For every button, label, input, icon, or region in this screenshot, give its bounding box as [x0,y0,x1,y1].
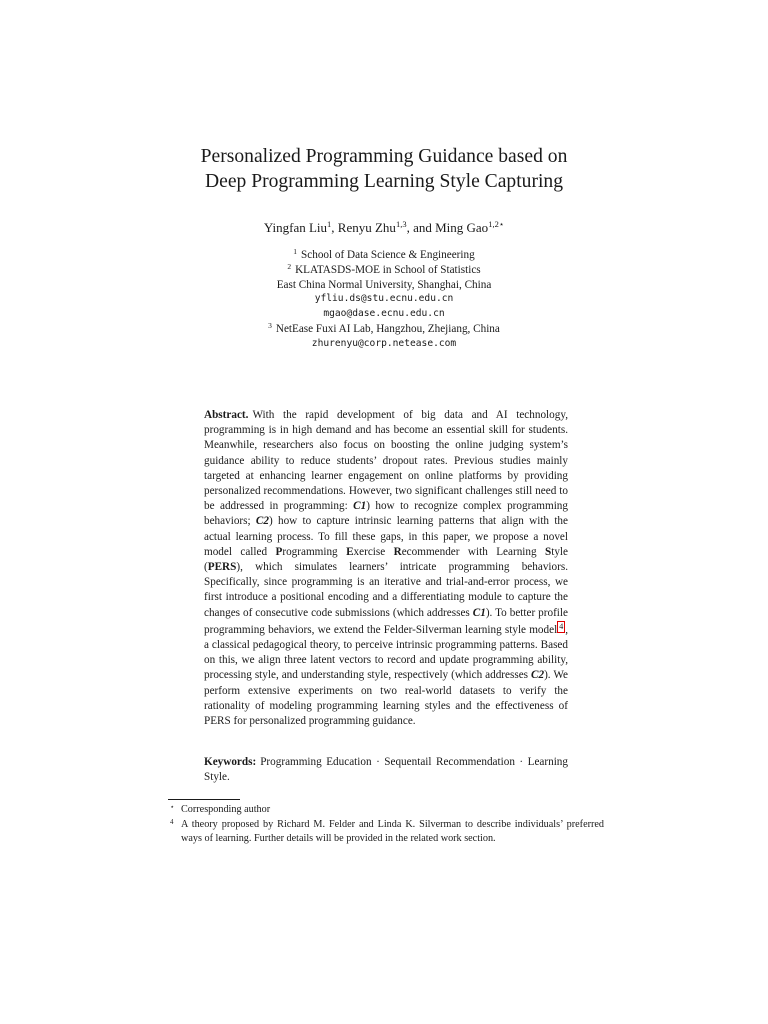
abstract-label: Abstract. [204,409,249,421]
author-separator: , and [406,220,436,235]
abstract-text: ) how to capture intrinsic learning patterns that align with the actual learning process. To fill these gaps, in this paper, we propose a novel model called [204,515,568,558]
affiliations [84,248,684,352]
affiliation-2 [84,263,684,278]
acronym-letter: S [545,545,552,558]
title-line-2: Deep Programming Learning Style Capturing [204,171,564,192]
abstract-text: With the rapid development of big data and AI technology, programming is in high demand and has become an essential skill for students. Meanwhile, researchers also focus on boosting the online judging system’s guidance ability to reduce students’ dropout rates. Previous studies mainly targeted at enhancing learner engagement on online platforms by providing personalized recommendations. However, two significant challenges still need to be addressed in programming: [204,409,568,513]
email-1: yfliu.ds@stu.ecnu.edu.cn [314,293,454,305]
keywords [204,755,568,785]
footnote-text: A theory proposed by Richard M. Felder and Linda K. Silverman to describe individuals’ preferred ways of learning. Further details will be provided in the related work section. [181,818,604,844]
author-name: Renyu Zhu [337,220,396,235]
affil-mark: 2 [287,261,292,271]
abstract-text: ). We perform extensive experiments on two real-world datasets to verify the rationality of modeling programming learning styles and the effectiveness of PERS for personalized programming guidance. [204,669,568,728]
acronym-letter: R [393,545,402,558]
abstract-text: ), which simulates learners’ intricate programming behaviors. Specifically, since programming is an iterative and trial-and-error process, we first introduce a positional encoding and a differentiating module to capture the changes of consecutive code submissions (which addresses [204,561,568,619]
footnote-text: Corresponding author [181,804,271,815]
footnote [164,818,604,847]
email-2: mgao@dase.ecnu.edu.cn [323,308,445,320]
challenge-c1: C1 [472,606,486,619]
model-acronym: PERS [207,561,237,574]
footnote-rule [168,799,240,800]
keywords-text: Programming Education · Sequentail Recommendation · Learning Style. [204,756,568,784]
affil-mark: 3 [268,320,272,330]
author-affil-mark: 1,3 [395,219,407,229]
abstract-text: ). To better profile programming behaviors, we extend the Felder-Silverman learning style model [204,606,568,636]
author-name: Yingfan Liu [263,220,328,235]
affil-text: NetEase Fuxi AI Lab, Hangzhou, Zhejiang, China [275,322,500,335]
affiliation-2-line-2: East China Normal University, Shanghai, China [276,278,492,291]
author-affil-mark: 1 [327,219,332,229]
footnote-mark: ⋆ [170,803,175,811]
abstract-text: xercise [353,545,394,558]
author-affil-mark: 1,2⋆ [488,219,505,229]
footnote-ref-link[interactable]: 4 [559,621,564,631]
title-line-1: Personalized Programming Guidance based on [200,146,568,167]
affil-mark: 1 [293,247,298,256]
affiliation-3 [84,322,684,337]
affil-text: School of Data Science & Engineering [301,249,475,261]
acronym-letter: P [275,545,283,558]
author-name: Ming Gao [435,220,489,235]
challenge-c2: C2 [531,669,545,682]
footnotes [164,803,604,847]
abstract-text: ) how to recognize complex programming behaviors; [204,500,568,528]
author-separator: , [331,220,338,235]
email-3: zhurenyu@corp.netease.com [311,337,457,349]
affil-text: KLATASDS-MOE in School of Statistics [295,263,481,276]
keywords-label: Keywords: [204,756,257,768]
challenge-c2: C2 [255,515,269,528]
challenge-c1: C1 [353,500,367,513]
abstract-text: ecommender with Learning [401,545,545,558]
footnote-mark: 4 [170,817,174,826]
affiliation-1 [84,248,684,263]
paper-title [84,144,684,194]
footnote [164,803,604,818]
abstract-text: tyle ( [204,545,569,574]
author-list [84,219,684,237]
abstract-text: rogramming [282,545,347,558]
abstract [204,408,568,729]
abstract-text: , a classical pedagogical theory, to perceive intrinsic programming patterns. Based on this, we align three latent vectors to record and update programming ability, processing style, and understanding style, respectively (which addresses [204,623,568,682]
acronym-letter: E [346,545,354,558]
